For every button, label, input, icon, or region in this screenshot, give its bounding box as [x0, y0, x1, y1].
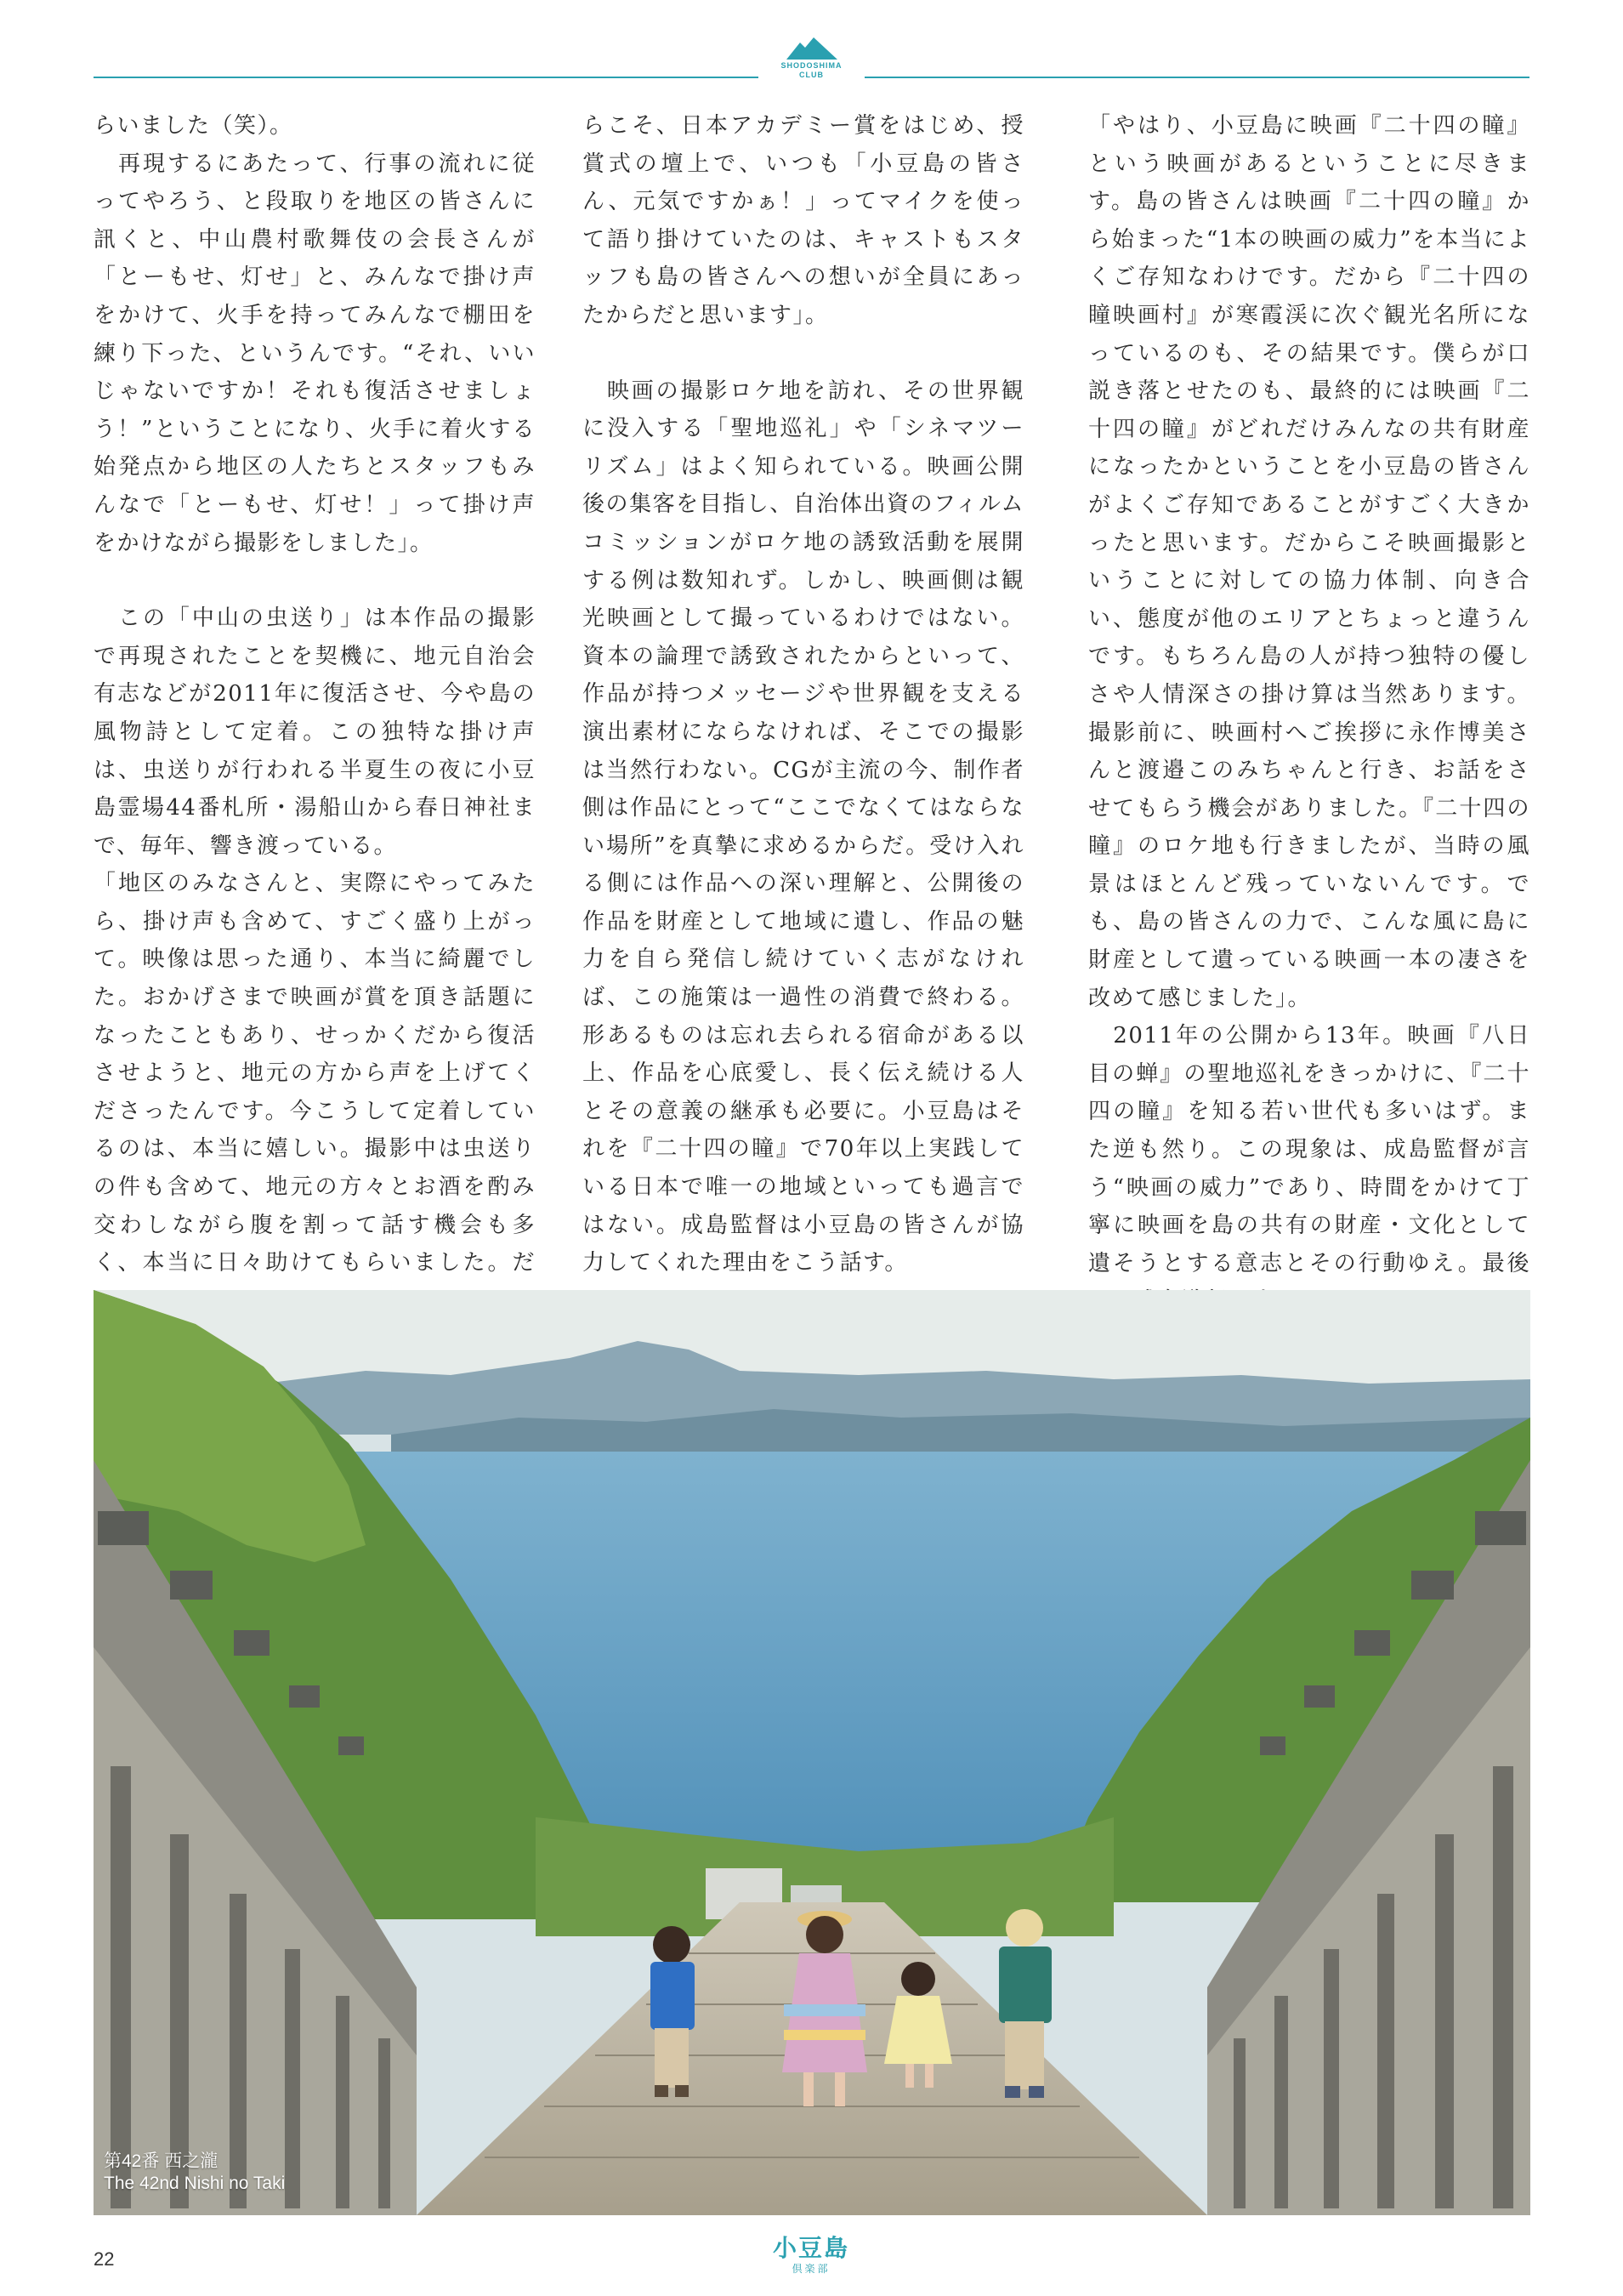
- text-column-3: [1088, 107, 1530, 1321]
- paragraph: 映画の撮影ロケ地を訪れ、その世界観に没入する「聖地巡礼」や「シネマツーリズム」はよく知られている。映画公開後の集客を目指し、自治体出資のフィルムコミッションがロケ地の誘致活動を展開する例は数知れず。しかし、映画側は観光映画として撮っているわけではない。資本の論理で誘致されたからといって、作品が持つメッセージや世界観を支える演出素材にならなければ、そこでの撮影は当然行わない。CGが主流の今、制作者側は作品にとって“ここでなくてはならない場所”を真摯に求めるからだ。受け入れる側には作品への深い理解と、公開後の作品を財産として地域に遺し、作品の魅力を自ら発信し続けていく志がなければ、この施策は一過性の消費で終わる。形あるものは忘れ去られる宿命がある以上、作品を心底愛し、長く伝え続ける人とその意義の継承も必要に。小豆島はそれを『二十四の瞳』で70年以上実践している日本で唯一の地域といっても過言ではない。成島監督は小豆島の皆さんが協力してくれた理由をこう話す。: [582, 378, 1024, 1276]
- mountain-icon: [786, 36, 837, 60]
- paragraph: この「中山の虫送り」は本作品の撮影で再現されたことを契機に、地元自治会有志などが2011年に復活させ、今や島の風物詩として定着。この独特な掛け声は、虫送りが行われる半夏生の夜に小豆島霊場44番札所・湯船山から春日神社まで、毎年、響き渡っている。: [94, 605, 536, 859]
- footer-logo: [769, 2235, 854, 2276]
- text-column-2: [582, 107, 1024, 1282]
- club-logo: [758, 36, 865, 95]
- footer-logo-sub: 倶楽部: [792, 2263, 831, 2275]
- club-name-line1: SHODOSHIMA: [780, 61, 843, 70]
- paragraph: らいました（笑）。: [94, 113, 293, 139]
- footer-logo-main: 小豆島: [772, 2234, 849, 2262]
- temple-stairs-photo: [94, 1290, 1530, 2215]
- photo-caption: [104, 2151, 285, 2195]
- caption-japanese: 第42番 西之瀧: [104, 2151, 218, 2171]
- header-rule-left: [94, 77, 758, 78]
- club-name-line2: CLUB: [799, 71, 824, 79]
- text-column-1: [94, 107, 536, 1320]
- paragraph: らこそ、日本アカデミー賞をはじめ、授賞式の壇上で、いつも「小豆島の皆さん、元気ですかぁ！」ってマイクを使って語り掛けていたのは、キャストもスタッフも島の皆さんへの想いが全員にあったからだと思います」。: [582, 113, 1024, 328]
- paragraph: 「やはり、小豆島に映画『二十四の瞳』という映画があるということに尽きます。島の皆さんは映画『二十四の瞳』から始まった“1本の映画の威力”を本当によくご存知なわけです。だから『二十四の瞳映画村』が寒霞渓に次ぐ観光名所になっているのも、その結果です。僕らが口説き落とせたのも、最終的には映画『二十四の瞳』がどれだけみんなの共有財産になったかということを小豆島の皆さんがよくご存知であることがすごく大きかったと思います。だからこそ映画撮影ということに対しての協力体制、向き合い、態度が他のエリアとちょっと違うんです。もちろん島の人が持つ独特の優しさや人情深さの掛け算は当然あります。撮影前に、映画村へご挨拶に永作博美さんと渡邉このみちゃんと行き、お話をさせてもらう機会がありました。『二十四の瞳』のロケ地も行きましたが、当時の風景はほとんど残っていないんです。でも、島の皆さんの力で、こんな風に島に財産として遺っている映画一本の凄さを改めて感じました」。: [1088, 113, 1530, 1011]
- header-rule-right: [865, 77, 1529, 78]
- page-number: 22: [94, 2248, 115, 2270]
- paragraph: 2011年の公開から13年。映画『八日目の蝉』の聖地巡礼をきっかけに、『二十四の瞳』を知る若い世代も多いはず。また逆も然り。この現象は、成島監督が言う“映画の威力”であり、時間をかけて丁寧に映画を島の共有の財産・文化として遺そうとする意志とその行動ゆえ。最後: [1088, 1023, 1530, 1276]
- club-name: [758, 61, 865, 80]
- paragraph: 「地区のみなさんと、実際にやってみたら、掛け声も含めて、すごく盛り上がって。映像は思った通り、本当に綺麗でした。おかげさまで映画が賞を頂き話題になったこともあり、せっかくだから復活させようと、地元の方から声を上げてくださったんです。今こうして定着しているのは、本当に嬉しい。撮影中は虫送りの件も含めて、地元の方々とお酒を酌み交わしながら腹を割って話す機会も多く、本当に日々助けてもらいました。だ: [94, 871, 536, 1276]
- photo-illustration: [94, 1290, 1530, 2215]
- paragraph: 再現するにあたって、行事の流れに従ってやろう、と段取りを地区の皆さんに訊くと、中山農村歌舞伎の会長さんが「とーもせ、灯せ」と、みんなで掛け声をかけて、火手を持ってみんなで棚田を練り下った、というんです。“それ、いいじゃないですか！それも復活させましょう！”ということになり、火手に着火する始発点から地区の人たちとスタッフもみんなで「とーもせ、灯せ！」って掛け声をかけながら撮影をしました」。: [94, 151, 536, 556]
- caption-english: The 42nd Nishi no Taki: [104, 2174, 286, 2193]
